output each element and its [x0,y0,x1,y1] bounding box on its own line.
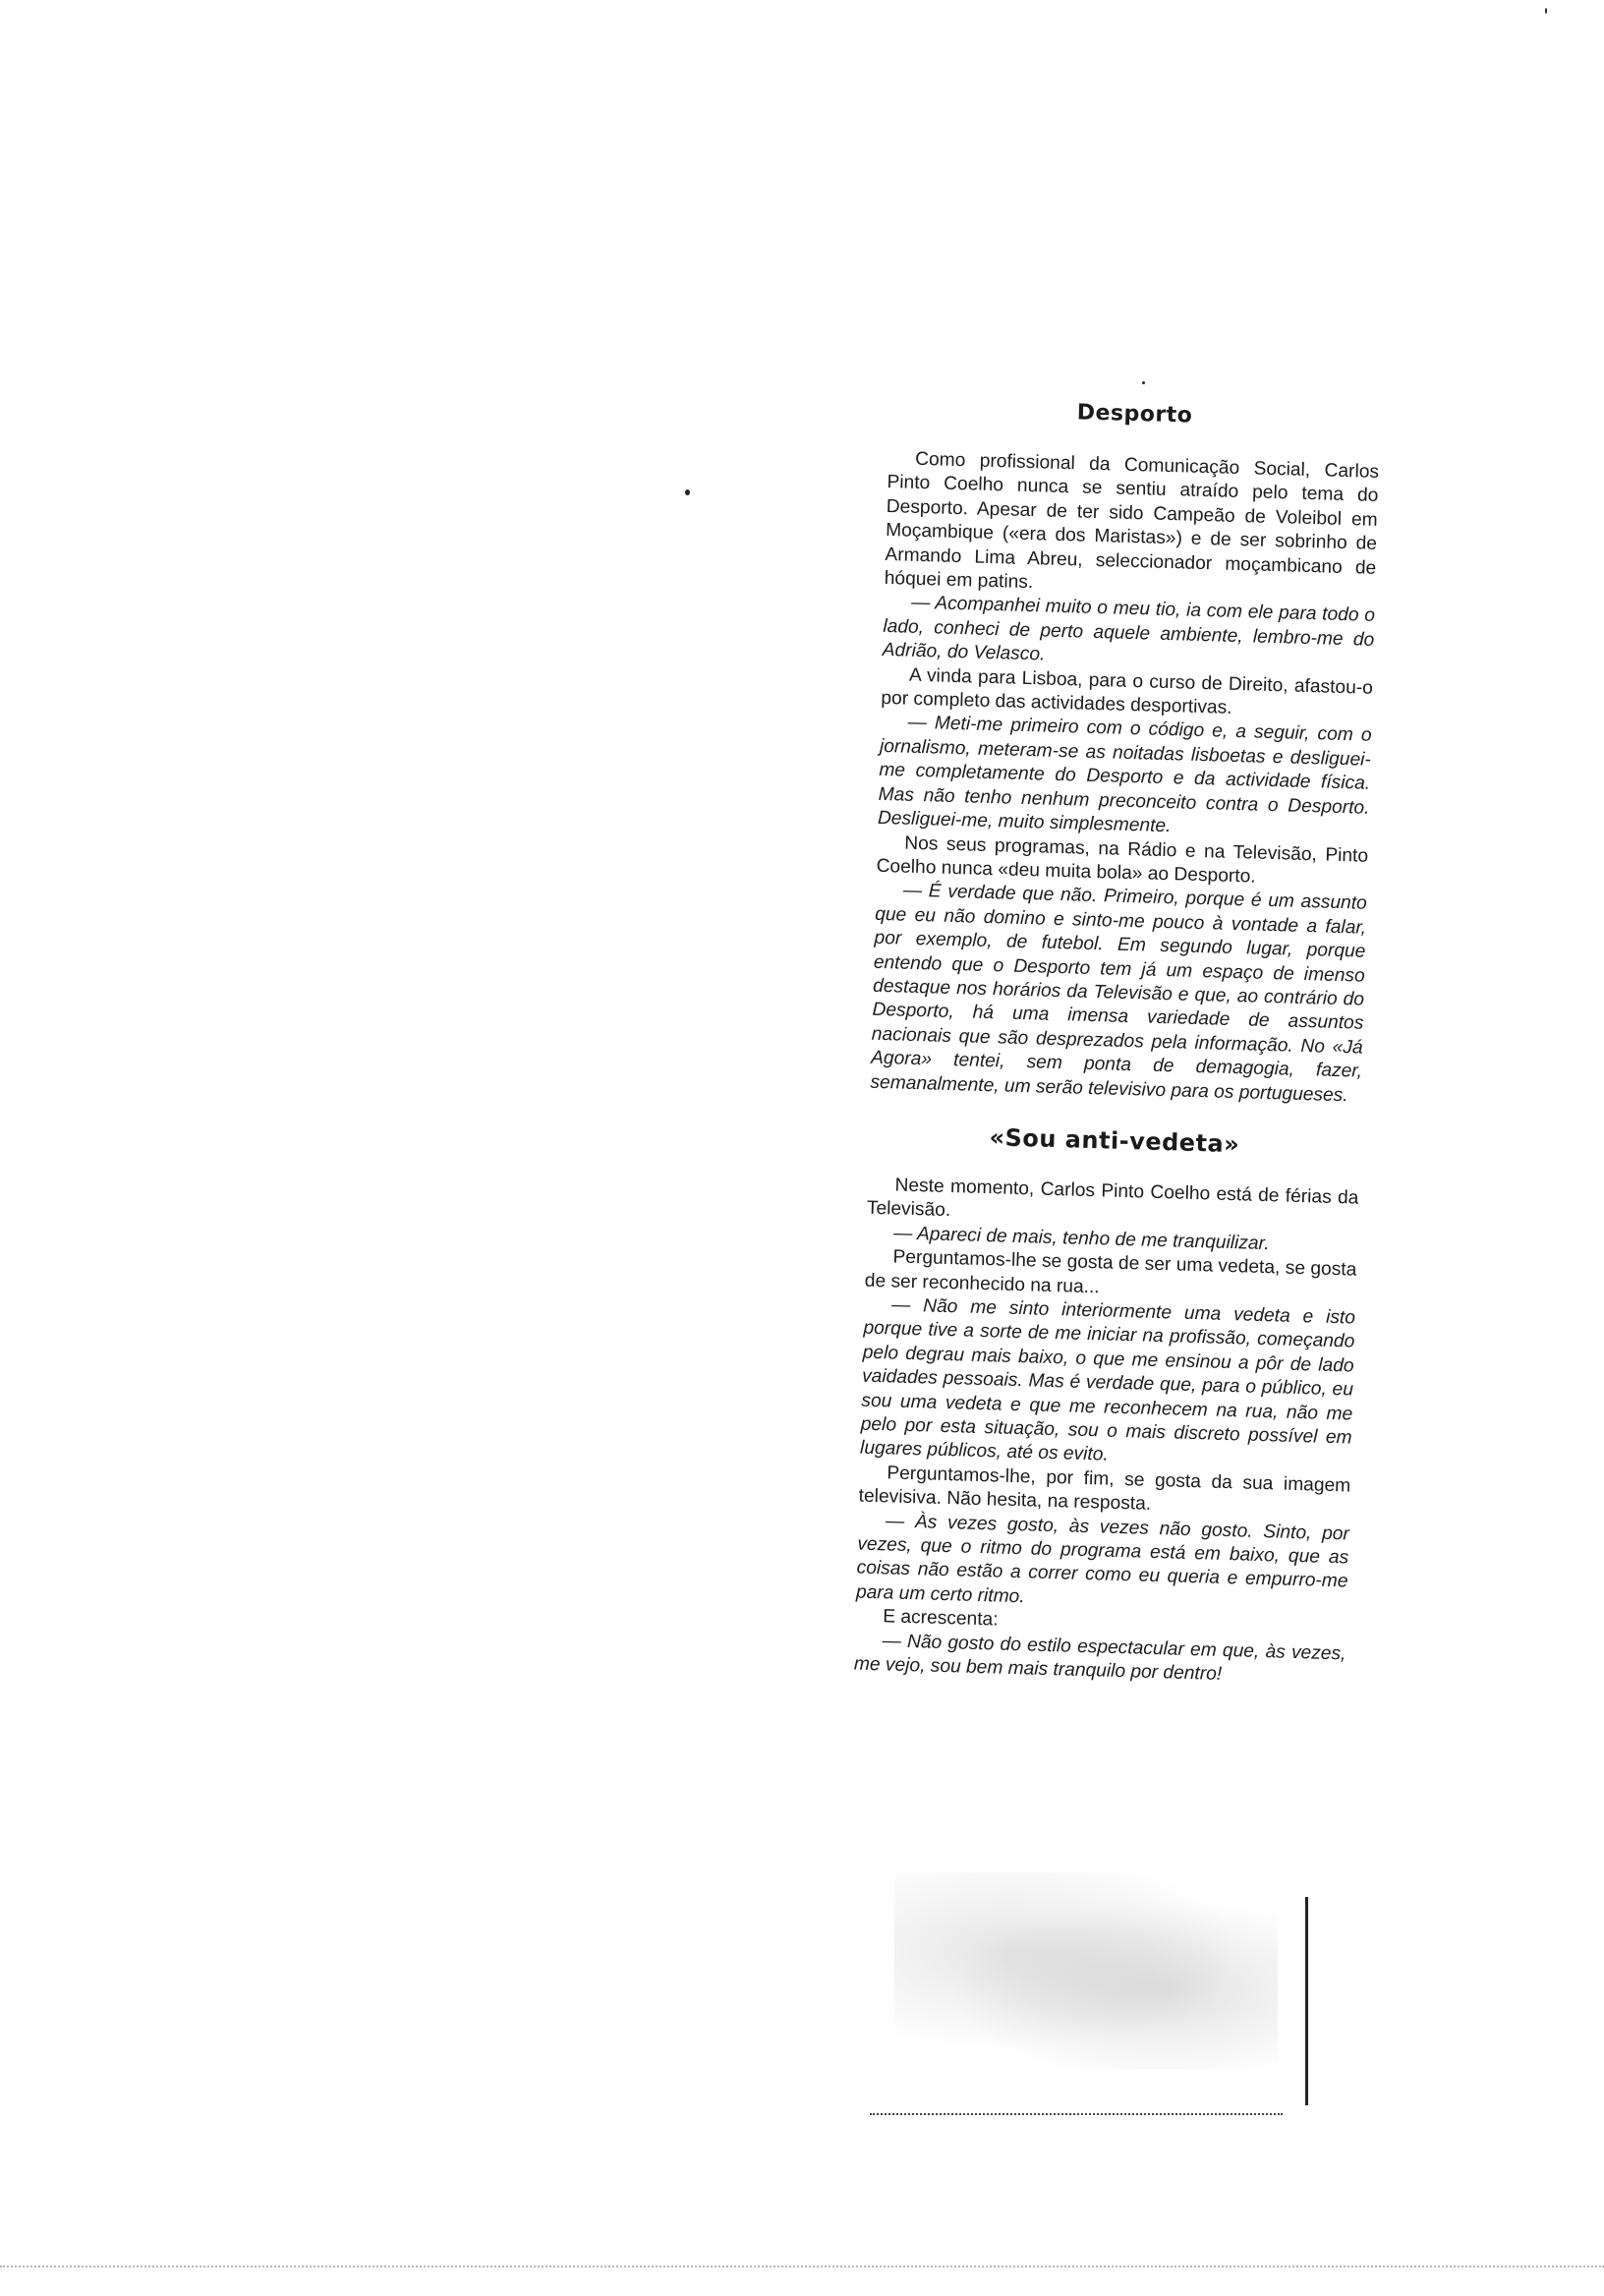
paragraph: Nos seus programas, na Rádio e na Televisão, Pinto Coelho nunca «deu muita bola» ao Desporto. [876,832,1369,888]
paragraph: E acrescenta: [882,1606,999,1631]
paragraph: Como profissional da Comunicação Social, Carlos Pinto Coelho nunca se sentiu atraído pelo tema do Desporto. Apesar de ter sido Campeão de Voleibol em Moçambique («era dos Maristas») e de ser sobrinho de Armando Lima Abreu, seleccionador moçambicano de hóquei em patins. [884,448,1380,594]
section-heading-desporto: Desporto [1076,400,1193,429]
paragraph: Neste momento, Carlos Pinto Coelho está de férias da Televisão. [866,1175,1359,1222]
scan-speck [1142,381,1145,384]
article-column [854,395,1381,1691]
section-anti-vedeta-body [854,1174,1359,1691]
paragraph: — Não me sinto interiormente uma vedeta e isto porque tive a sorte de me iniciar na profissão, começando pelo degrau mais baixo, o que me ensinou a pôr de lado vaidades pessoais. Mas é verdade que, para o público, eu sou uma vedeta e que me reconhecem na rua, não me pelo por esta situação, sou o mais discreto possível em lugares públicos, até os evito. [859,1294,1356,1466]
paragraph: — Não gosto do estilo espectacular em que, às vezes, me vejo, sou bem mais tranquilo por dentro! [853,1630,1346,1686]
paragraph: Perguntamos-lhe, por fim, se gosta da sua imagem televisiva. Não hesita, na resposta. [858,1463,1351,1516]
paragraph: — Meti-me primeiro com o código e, a seguir, com o jornalismo, meteram-se as noitadas lisboetas e desliguei-me completamente do Desporto e da actividade física. Mas não tenho nenhum preconceito contra o Desporto. Desliguei-me, muito simplesmente. [877,713,1372,837]
paragraph: Perguntamos-lhe se gosta de ser uma vedeta, se gosta de ser reconhecido na rua... [864,1246,1357,1297]
section-desporto-body [870,447,1379,1109]
section-heading-anti-vedeta: «Sou anti-vedeta» [989,1123,1240,1159]
scan-bottom-noise [0,2266,1604,2267]
scan-speck [1545,8,1547,14]
paragraph: — Acompanhei muito o meu tio, ia com ele para todo o lado, conheci de perto aquele ambiente, lembro-me do Adrião, do Velasco. [882,593,1376,665]
column-edge-rule [1305,1897,1308,2105]
scan-smudge [894,1872,1278,2069]
paragraph: — É verdade que não. Primeiro, porque é um assunto que eu não domino e sinto-me pouco à vontade a falar, por exemplo, de futebol. Em segundo lugar, porque entendo que o Desporto tem já um espaço de imenso destaque nos horários da Televisão e que, ao contrário do Desporto, há uma imensa variedade de assuntos nacionais que são desprezados pela informação. No «Já Agora» tentei, sem ponta de demagogia, fazer, semanalmente, um serão televisivo para os portugueses. [870,880,1368,1106]
column-bottom-rule [870,2113,1283,2115]
scan-speck [685,489,690,495]
paragraph: — Às vezes gosto, às vezes não gosto. Sinto, por vezes, que o ritmo do programa está em baixo, que as coisas não estão a correr como eu queria e empurro-me para um certo ritmo. [855,1510,1350,1608]
paragraph: — Apareci de mais, tenho de me tranquilizar. [892,1223,1270,1254]
paragraph: A vinda para Lisboa, para o curso de Direito, afastou-o por completo das actividades desportivas. [881,664,1374,718]
